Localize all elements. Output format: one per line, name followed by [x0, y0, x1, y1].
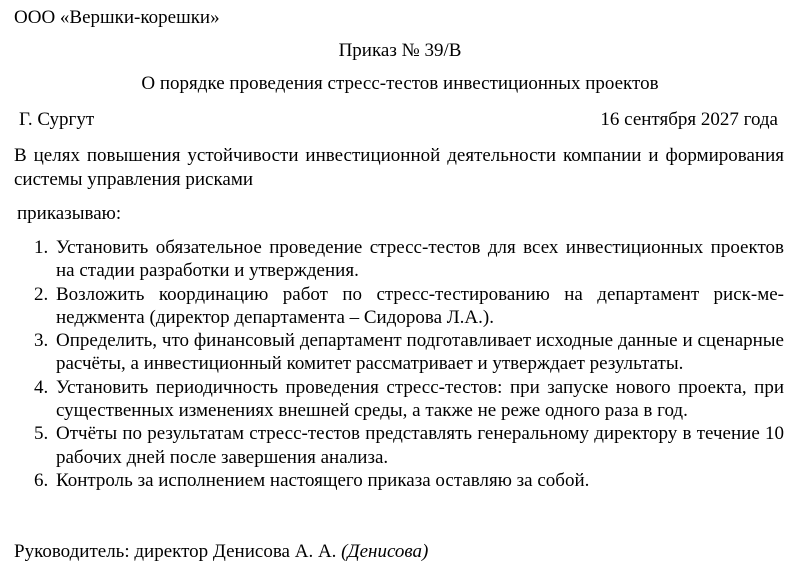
item-text: Установить обязательное проведение стресс-тестов для всех инвестиционных проектов на стадии разработки и утверждения. — [56, 237, 784, 282]
organization-name: ООО «Вершки-корешки» — [14, 7, 220, 28]
item-text: Контроль за исполнением настоящего приказа оставляю за собой. — [56, 469, 590, 491]
city: Г. Сургут — [19, 109, 95, 130]
order-subject: О порядке проведения стресс-тестов инвестиционных проектов — [141, 73, 659, 94]
item-number: 6. — [34, 469, 49, 491]
order-item — [34, 376, 784, 423]
order-items-list — [34, 236, 784, 492]
item-text: Определить, что финансовый департамент подготавливает исходные данные и сценарные расчёты, а инвестиционный комитет рассматривает и утверждает результаты. — [56, 330, 784, 375]
place-date-row — [19, 108, 778, 132]
order-item — [34, 283, 784, 330]
item-number: 5. — [34, 423, 49, 445]
item-text: Возложить координацию работ по стресс-тестированию на департамент риск-менеджмента (директор департамента – Сидорова Л.А.). — [56, 283, 784, 328]
item-text: Отчёты по результатам стресс-тестов представлять генеральному директору в течение 10 рабочих дней после завершения анализа. — [56, 423, 784, 468]
order-title: Приказ № 39/В — [338, 40, 462, 61]
item-number: 3. — [34, 330, 49, 352]
item-number: 2. — [34, 283, 49, 305]
item-number: 1. — [34, 237, 49, 258]
order-item — [34, 236, 784, 283]
signature-line — [14, 540, 428, 564]
order-date: 16 сентября 2027 года — [600, 109, 778, 130]
item-text: Установить периодичность проведения стресс-тестов: при запуске нового проекта, при существенных изменениях внешней среды, а также не реже одного раза в год. — [56, 376, 784, 422]
order-item — [34, 329, 784, 376]
signature-label: Руководитель: директор Денисова А. А. — [14, 541, 337, 562]
item-number: 4. — [34, 376, 49, 398]
order-item — [34, 422, 784, 469]
preamble: В целях повышения устойчивости инвестиционной деятельности компании и формирования системы управления рисками — [14, 145, 784, 190]
handwritten-signature: (Денисова) — [341, 541, 429, 562]
order-item — [34, 469, 784, 492]
decree-word: приказываю: — [17, 203, 122, 224]
